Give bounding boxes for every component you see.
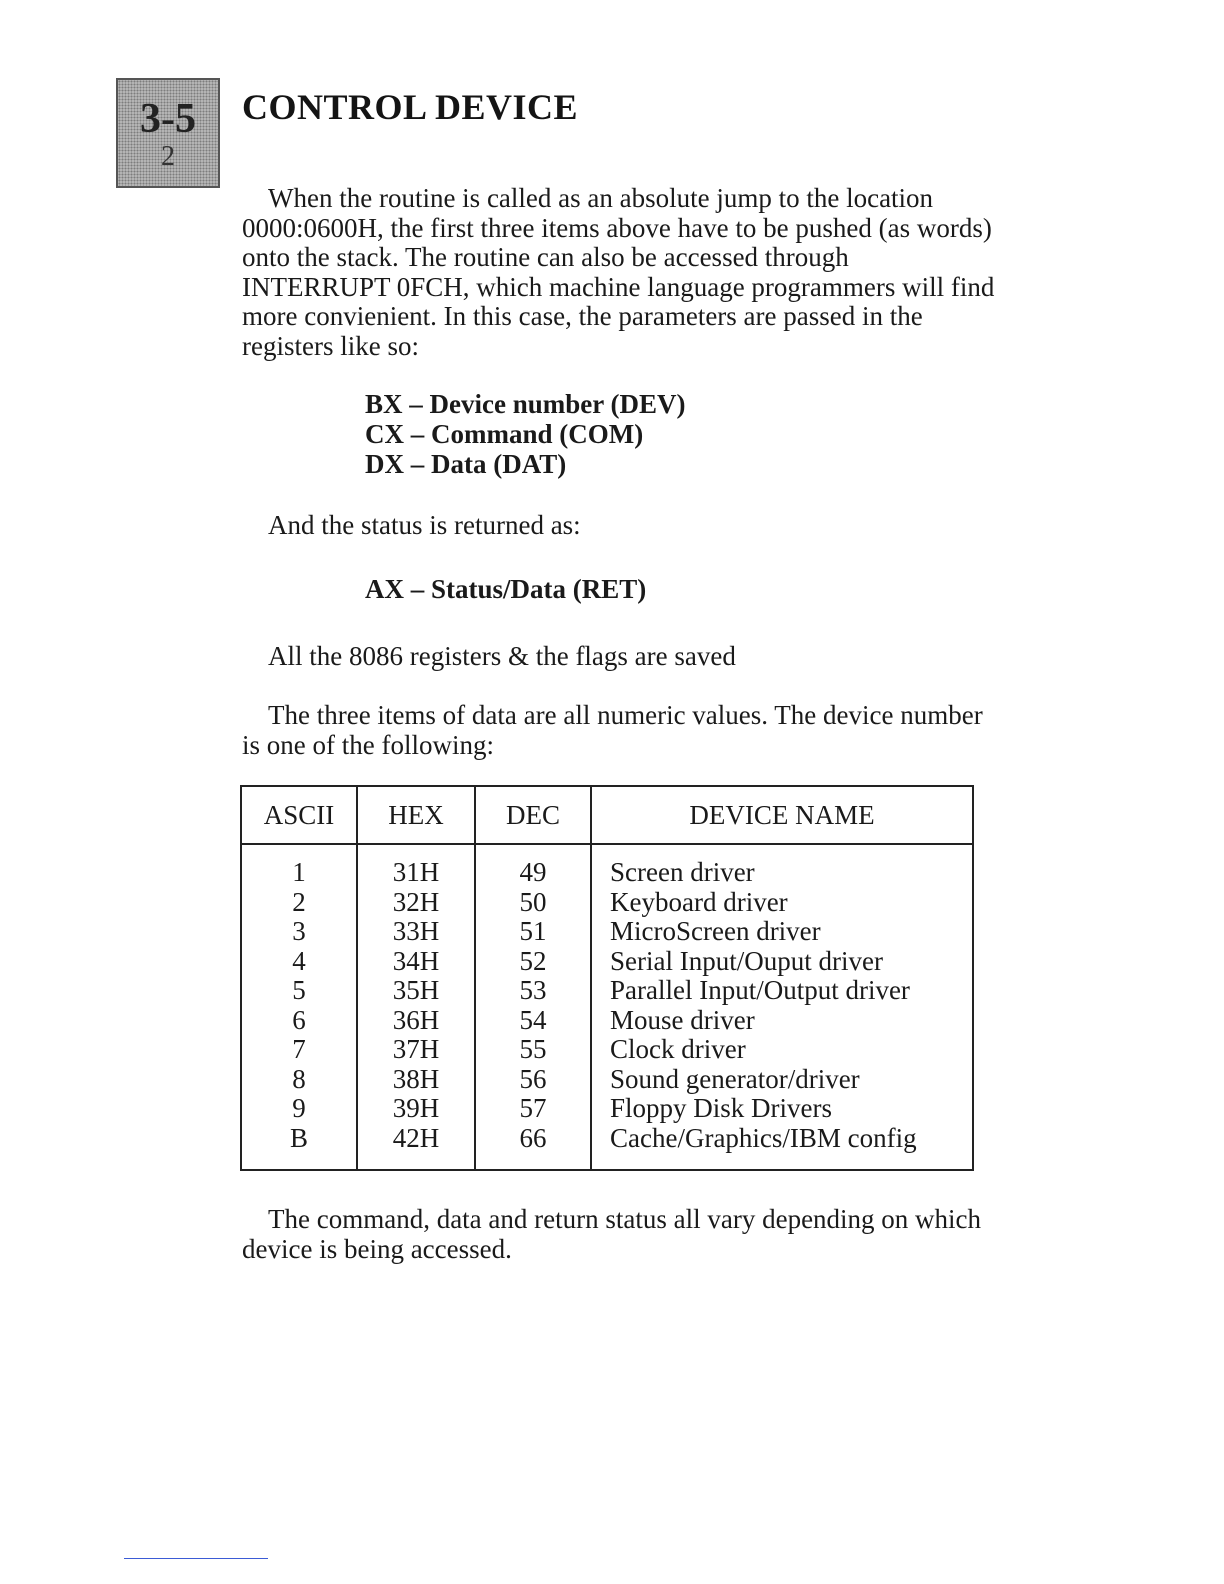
table-row <box>241 947 973 977</box>
cell-device-name: Serial Input/Ouput driver <box>591 947 973 977</box>
cell-hex: 38H <box>357 1065 475 1095</box>
cell-device-name: MicroScreen driver <box>591 917 973 947</box>
cell-device-name: Screen driver <box>591 844 973 888</box>
section-badge <box>116 78 220 188</box>
cell-hex: 39H <box>357 1094 475 1124</box>
cell-hex: 37H <box>357 1035 475 1065</box>
cell-ascii: 3 <box>292 916 306 946</box>
device-table <box>240 785 974 1171</box>
table-row <box>241 917 973 947</box>
cell-device-name: Sound generator/driver <box>591 1065 973 1095</box>
table-row <box>241 1094 973 1124</box>
section-number: 3-5 <box>140 96 196 142</box>
header-hex: HEX <box>357 786 475 844</box>
cell-ascii: 7 <box>292 1034 306 1064</box>
cell-dec: 55 <box>475 1035 591 1065</box>
cell-device-name: Parallel Input/Output driver <box>591 976 973 1006</box>
cell-ascii: 2 <box>292 886 306 917</box>
cell-ascii: 5 <box>292 975 306 1005</box>
register-bx: BX – Device number (DEV) <box>365 389 686 419</box>
table-row <box>241 1035 973 1065</box>
cell-ascii: 4 <box>292 945 306 976</box>
cell-dec: 50 <box>475 888 591 918</box>
table-row <box>241 844 973 888</box>
cell-dec: 66 <box>475 1124 591 1171</box>
page-title: CONTROL DEVICE <box>242 87 579 127</box>
cell-hex: 42H <box>357 1124 475 1171</box>
cell-hex: 33H <box>357 917 475 947</box>
cell-dec: 54 <box>475 1006 591 1036</box>
cell-dec: 52 <box>475 947 591 977</box>
table-row <box>241 976 973 1006</box>
cell-hex: 34H <box>357 947 475 977</box>
output-register <box>365 574 646 604</box>
register-ax: AX – Status/Data (RET) <box>365 574 647 604</box>
input-register-list <box>365 389 685 479</box>
register-cx: CX – Command (COM) <box>365 419 644 449</box>
cell-hex: 35H <box>357 976 475 1006</box>
footer-rule <box>124 1558 268 1559</box>
saved-note: All the 8086 registers & the flags are saved <box>268 641 736 671</box>
cell-hex: 32H <box>357 888 475 918</box>
device-intro: The three items of data are all numeric values. The device number is one of the following: <box>242 700 983 760</box>
cell-ascii: B <box>289 1122 308 1153</box>
cell-hex: 36H <box>357 1006 475 1036</box>
cell-device-name: Cache/Graphics/IBM config <box>591 1124 973 1171</box>
header-ascii: ASCII <box>241 786 357 844</box>
table-row <box>241 888 973 918</box>
cell-device-name: Clock driver <box>591 1035 973 1065</box>
cell-ascii: 1 <box>292 857 306 887</box>
register-dx: DX – Data (DAT) <box>365 449 567 479</box>
cell-dec: 53 <box>475 976 591 1006</box>
table-header-row <box>241 786 973 844</box>
cell-dec: 57 <box>475 1094 591 1124</box>
status-intro: And the status is returned as: <box>268 510 581 540</box>
table-row <box>241 1124 973 1171</box>
cell-hex: 31H <box>357 844 475 888</box>
cell-dec: 51 <box>475 917 591 947</box>
cell-ascii: 9 <box>292 1093 306 1123</box>
cell-device-name: Floppy Disk Drivers <box>591 1094 973 1124</box>
cell-ascii: 6 <box>292 1004 306 1035</box>
cell-device-name: Mouse driver <box>591 1006 973 1036</box>
header-device-name: DEVICE NAME <box>591 786 973 844</box>
cell-dec: 56 <box>475 1065 591 1095</box>
cell-device-name: Keyboard driver <box>591 888 973 918</box>
table-row <box>241 1065 973 1095</box>
closing-paragraph: The command, data and return status all vary depending on which device is being accessed. <box>242 1204 982 1264</box>
cell-dec: 49 <box>475 844 591 888</box>
cell-ascii: 8 <box>292 1063 306 1094</box>
section-sub-number: 2 <box>161 141 175 172</box>
header-dec: DEC <box>475 786 591 844</box>
table-row <box>241 1006 973 1036</box>
intro-paragraph: When the routine is called as an absolute jump to the location 0000:0600H, the first three items above have to be pushed (as words) onto the stack. The routine can also be accessed through INTERRUPT 0FCH, which machine language programmers will find more convienient. In this case, the parameters are passed in the registers like so: <box>242 183 995 361</box>
